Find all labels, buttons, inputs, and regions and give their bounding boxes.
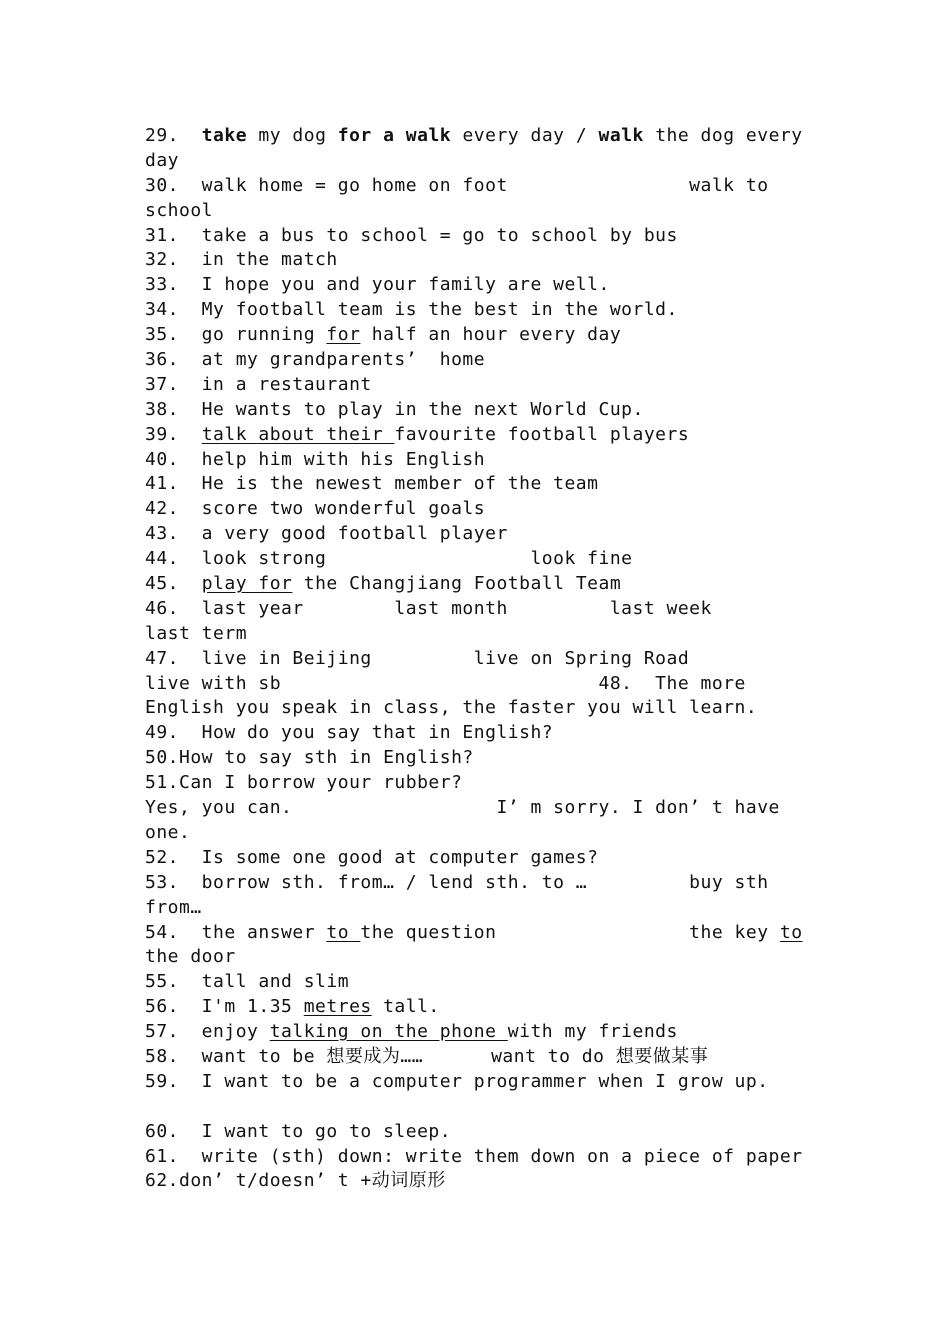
text-line [145, 721, 805, 746]
underlined-text: to [779, 921, 803, 943]
text-line [145, 547, 805, 572]
text-segment: my dog [247, 125, 338, 146]
text-segment: 52. Is some one good at computer games? [145, 846, 599, 868]
text-segment: with my friends [507, 1021, 678, 1043]
text-segment: 44. look strong look fine [145, 548, 633, 570]
underlined-text: to [326, 921, 361, 943]
underlined-text: talking on the phone [269, 1021, 508, 1043]
text-segment: last term [145, 622, 248, 644]
text-segment: 42. score two wonderful goals [145, 498, 486, 520]
text-segment: half an hour every day [360, 324, 622, 346]
text-segment: 62.don’ t/doesn’ t +动词原形 [145, 1170, 446, 1192]
text-segment: 56. I'm 1.35 [145, 996, 304, 1018]
underlined-text: play for [201, 573, 293, 595]
text-line [145, 323, 805, 348]
text-segment: 37. in a restaurant [145, 373, 372, 395]
text-segment: the door [145, 946, 236, 968]
text-line [145, 273, 805, 298]
text-segment: the dog every [643, 125, 803, 146]
text-segment: 45. [145, 573, 202, 595]
text-line [145, 871, 805, 896]
text-segment: live with sb 48. The more [145, 672, 746, 694]
text-segment: 59. I want to be a computer programmer when I grow up. [145, 1070, 769, 1092]
bold-text: for a walk [337, 125, 452, 146]
text-segment: 57. enjoy [145, 1021, 270, 1043]
text-line [145, 1070, 805, 1095]
text-segment: the Changjiang Football Team [292, 573, 622, 595]
text-line [145, 448, 805, 473]
text-segment: 30. walk home = go home on foot walk to [145, 174, 769, 196]
text-line [145, 597, 805, 622]
text-line [145, 199, 805, 224]
text-segment: 32. in the match [145, 249, 338, 271]
text-line [145, 497, 805, 522]
text-line [145, 696, 805, 721]
text-segment: 49. How do you say that in English? [145, 722, 554, 744]
text-line [145, 1169, 805, 1194]
text-segment: school [145, 199, 214, 221]
underlined-text: talk about their [201, 423, 395, 445]
text-line [145, 224, 805, 249]
text-segment: 47. live in Beijing live on Spring Road [145, 647, 690, 669]
text-line [145, 746, 805, 771]
text-line [145, 373, 805, 398]
text-line [145, 149, 805, 174]
text-segment: the question the key [360, 921, 780, 943]
text-line [145, 672, 805, 697]
text-segment: 53. borrow sth. from… / lend sth. to … buy sth [145, 871, 769, 893]
text-line [145, 771, 805, 796]
text-line [145, 398, 805, 423]
bold-text: walk [598, 125, 644, 146]
text-segment: day [145, 149, 180, 171]
text-line [145, 298, 805, 323]
text-line [145, 174, 805, 199]
text-segment: 36. at my grandparents’ home [145, 349, 486, 371]
document-page [145, 124, 805, 1194]
underlined-text: metres [303, 996, 372, 1018]
text-line [145, 821, 805, 846]
text-line [145, 248, 805, 273]
text-line [145, 1095, 805, 1120]
text-line [145, 896, 805, 921]
text-line [145, 796, 805, 821]
text-segment: Yes, you can. I’ m sorry. I don’ t have [145, 797, 780, 819]
text-segment: 35. go running [145, 324, 327, 346]
text-line [145, 124, 805, 149]
text-line [145, 1145, 805, 1170]
text-segment: 31. take a bus to school = go to school by bus [145, 224, 678, 246]
text-segment: 60. I want to go to sleep. [145, 1120, 452, 1142]
text-segment: one. [145, 821, 191, 843]
text-segment: 46. last year last month last week [145, 597, 712, 619]
text-segment: 40. help him with his English [145, 448, 486, 470]
text-line [145, 423, 805, 448]
text-line [145, 572, 805, 597]
text-line [145, 622, 805, 647]
text-segment: tall. [371, 996, 440, 1018]
bold-text: take [201, 125, 248, 146]
text-segment: 43. a very good football player [145, 523, 508, 545]
text-line [145, 348, 805, 373]
text-line [145, 970, 805, 995]
text-line [145, 921, 805, 946]
text-line [145, 522, 805, 547]
text-line [145, 647, 805, 672]
text-segment: 34. My football team is the best in the world. [145, 299, 678, 321]
text-segment: 39. [145, 423, 202, 445]
text-line [145, 1120, 805, 1145]
text-segment: 41. He is the newest member of the team [145, 473, 599, 495]
text-segment: 54. the answer [145, 921, 327, 943]
text-line [145, 472, 805, 497]
text-segment: 61. write (sth) down: write them down on a piece of paper [145, 1145, 803, 1167]
text-segment: 33. I hope you and your family are well. [145, 274, 610, 296]
text-segment: English you speak in class, the faster you will learn. [145, 697, 758, 719]
text-segment: 50.How to say sth in English? [145, 747, 474, 769]
text-line [145, 1020, 805, 1045]
text-segment: 51.Can I borrow your rubber? [145, 772, 463, 794]
text-segment: 55. tall and slim [145, 971, 350, 993]
text-segment: 29. [145, 125, 202, 146]
underlined-text: for [326, 324, 361, 346]
text-line [145, 846, 805, 871]
text-line [145, 1045, 805, 1070]
text-line [145, 995, 805, 1020]
text-segment: favourite football players [394, 423, 690, 445]
text-segment: 38. He wants to play in the next World Cup. [145, 398, 644, 420]
text-segment: from… [145, 896, 202, 918]
text-line [145, 945, 805, 970]
text-segment: every day / [451, 125, 599, 146]
text-segment: 58. want to be 想要成为…… want to do 想要做某事 [145, 1045, 709, 1067]
